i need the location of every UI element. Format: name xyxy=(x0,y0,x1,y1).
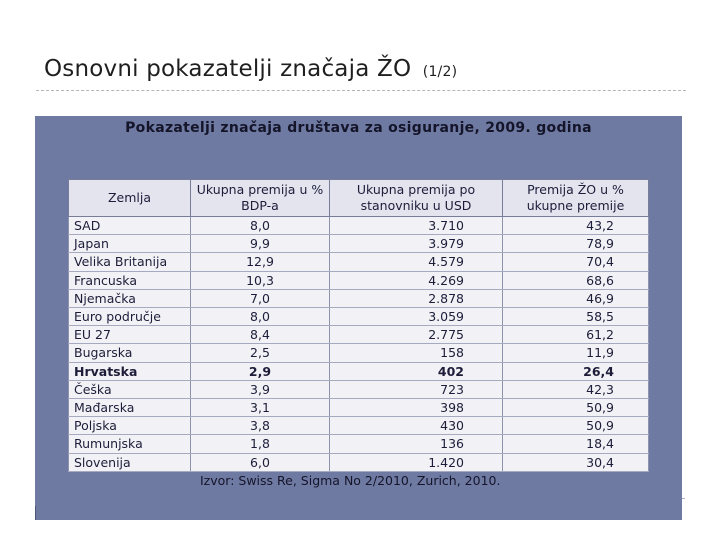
table-body xyxy=(69,217,649,472)
slide-title-suffix: (1/2) xyxy=(422,64,458,80)
cell-premium-per-capita: 3.710 xyxy=(330,217,503,235)
cell-premium-gdp: 8,0 xyxy=(191,217,330,235)
table-row xyxy=(69,326,649,344)
cell-life-share: 30,4 xyxy=(503,453,649,471)
table-row xyxy=(69,308,649,326)
cell-life-share: 78,9 xyxy=(503,235,649,253)
table-header-row xyxy=(69,180,649,217)
cell-country: Poljska xyxy=(69,417,191,435)
cell-life-share: 42,3 xyxy=(503,380,649,398)
cell-life-share: 11,9 xyxy=(503,344,649,362)
cell-life-share: 43,2 xyxy=(503,217,649,235)
cell-life-share: 61,2 xyxy=(503,326,649,344)
title-divider xyxy=(36,90,686,91)
table-figure xyxy=(35,116,682,520)
panel-edge-decoration xyxy=(35,506,36,520)
cell-country: Hrvatska xyxy=(69,362,191,380)
cell-premium-gdp: 3,1 xyxy=(191,399,330,417)
header-country: Zemlja xyxy=(69,180,191,217)
cell-premium-gdp: 1,8 xyxy=(191,435,330,453)
cell-premium-per-capita: 402 xyxy=(330,362,503,380)
cell-life-share: 58,5 xyxy=(503,308,649,326)
cell-premium-gdp: 8,4 xyxy=(191,326,330,344)
cell-premium-per-capita: 158 xyxy=(330,344,503,362)
cell-country: Japan xyxy=(69,235,191,253)
cell-premium-gdp: 10,3 xyxy=(191,271,330,289)
cell-life-share: 50,9 xyxy=(503,417,649,435)
table-row xyxy=(69,289,649,307)
cell-premium-gdp: 3,9 xyxy=(191,380,330,398)
cell-country: Njemačka xyxy=(69,289,191,307)
cell-country: Češka xyxy=(69,380,191,398)
cell-premium-gdp: 2,5 xyxy=(191,344,330,362)
cell-premium-per-capita: 430 xyxy=(330,417,503,435)
cell-premium-per-capita: 1.420 xyxy=(330,453,503,471)
cell-country: Velika Britanija xyxy=(69,253,191,271)
cell-premium-per-capita: 3.979 xyxy=(330,235,503,253)
cell-life-share: 68,6 xyxy=(503,271,649,289)
cell-life-share: 26,4 xyxy=(503,362,649,380)
cell-premium-gdp: 2,9 xyxy=(191,362,330,380)
cell-premium-per-capita: 4.579 xyxy=(330,253,503,271)
cell-premium-per-capita: 723 xyxy=(330,380,503,398)
header-premium-gdp: Ukupna premija u % BDP-a xyxy=(191,180,330,217)
cell-country: Mađarska xyxy=(69,399,191,417)
panel-edge-decoration xyxy=(682,498,685,499)
table-row xyxy=(69,417,649,435)
cell-premium-per-capita: 3.059 xyxy=(330,308,503,326)
cell-premium-per-capita: 398 xyxy=(330,399,503,417)
table-row xyxy=(69,344,649,362)
cell-country: Francuska xyxy=(69,271,191,289)
table-row xyxy=(69,453,649,471)
table-row xyxy=(69,380,649,398)
cell-premium-gdp: 7,0 xyxy=(191,289,330,307)
cell-premium-gdp: 6,0 xyxy=(191,453,330,471)
cell-country: Bugarska xyxy=(69,344,191,362)
cell-country: SAD xyxy=(69,217,191,235)
header-life-share: Premija ŽO u % ukupne premije xyxy=(503,180,649,217)
cell-premium-per-capita: 2.775 xyxy=(330,326,503,344)
cell-life-share: 70,4 xyxy=(503,253,649,271)
cell-life-share: 46,9 xyxy=(503,289,649,307)
table-row xyxy=(69,217,649,235)
figure-title: Pokazatelji značaja društava za osiguranje, 2009. godina xyxy=(125,120,592,136)
source-note: Izvor: Swiss Re, Sigma No 2/2010, Zurich, 2010. xyxy=(200,473,501,488)
table-row xyxy=(69,235,649,253)
table-row xyxy=(69,271,649,289)
cell-premium-per-capita: 2.878 xyxy=(330,289,503,307)
table-row xyxy=(69,253,649,271)
header-premium-per-capita: Ukupna premija po stanovniku u USD xyxy=(330,180,503,217)
cell-premium-gdp: 3,8 xyxy=(191,417,330,435)
cell-premium-gdp: 8,0 xyxy=(191,308,330,326)
cell-life-share: 50,9 xyxy=(503,399,649,417)
cell-country: EU 27 xyxy=(69,326,191,344)
cell-country: Rumunjska xyxy=(69,435,191,453)
table-row xyxy=(69,362,649,380)
cell-premium-gdp: 12,9 xyxy=(191,253,330,271)
table-row xyxy=(69,435,649,453)
cell-premium-per-capita: 136 xyxy=(330,435,503,453)
cell-life-share: 18,4 xyxy=(503,435,649,453)
insurance-indicators-table xyxy=(68,179,649,472)
slide-title-text: Osnovni pokazatelji značaja ŽO xyxy=(44,56,412,82)
slide-title xyxy=(44,56,457,82)
cell-country: Euro područje xyxy=(69,308,191,326)
cell-country: Slovenija xyxy=(69,453,191,471)
table-row xyxy=(69,399,649,417)
cell-premium-gdp: 9,9 xyxy=(191,235,330,253)
cell-premium-per-capita: 4.269 xyxy=(330,271,503,289)
